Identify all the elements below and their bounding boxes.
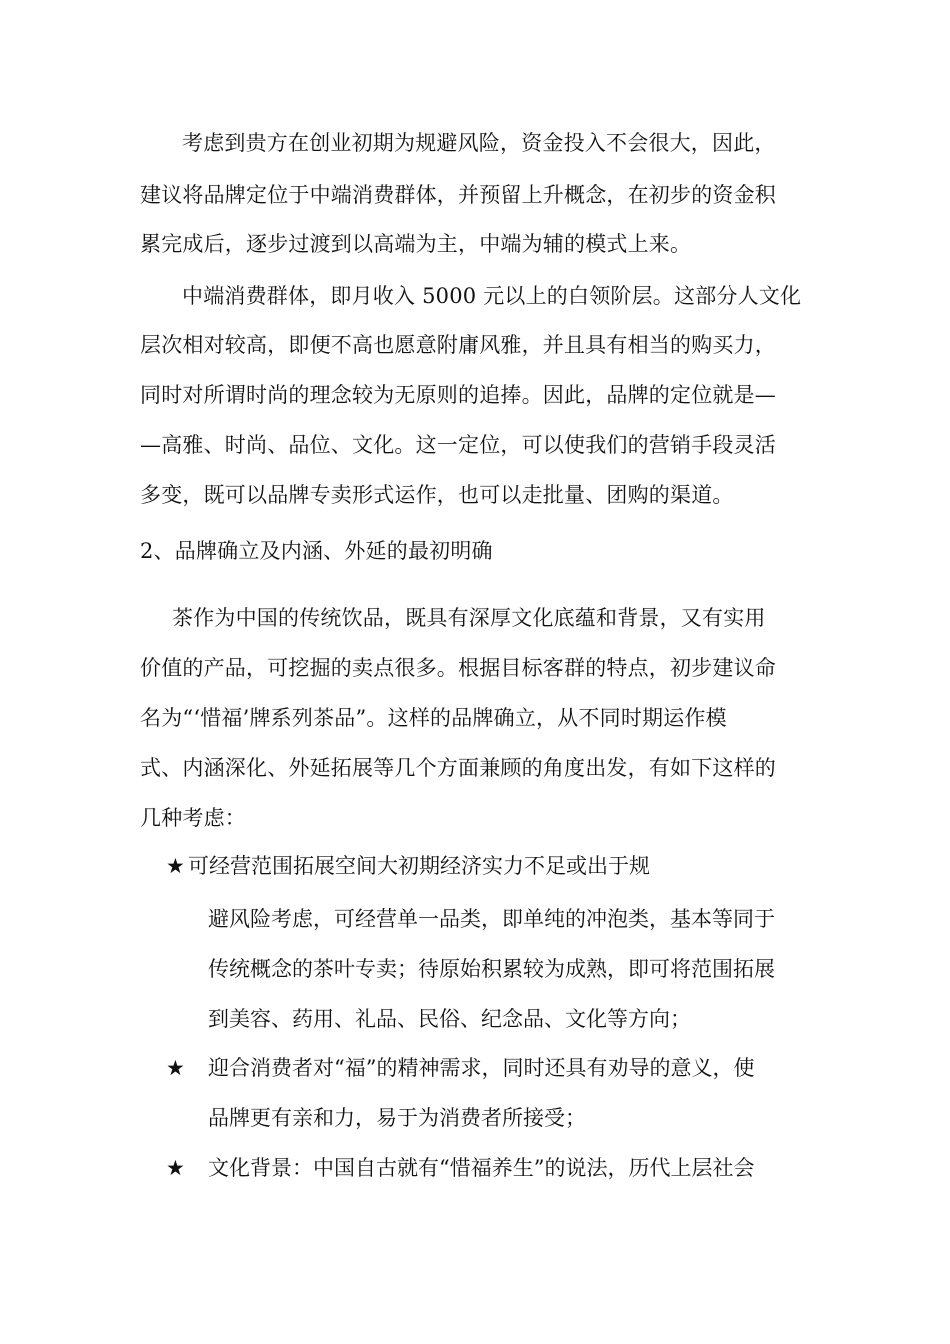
paragraph-1-line-1: 考虑到贵方在创业初期为规避风险，资金投入不会很大，因此， xyxy=(182,131,776,155)
paragraph-3-line-4: 式、内涵深化、外延拓展等几个方面兼顾的角度出发，有如下这样的 xyxy=(140,756,776,780)
paragraph-3-line-3: 名为“‘惜福’牌系列茶品”。这样的品牌确立，从不同时期运作模 xyxy=(140,706,727,730)
star-bullet-icon: ★ xyxy=(166,854,185,878)
star-bullet-icon: ★ xyxy=(166,1156,185,1180)
paragraph-1-line-2: 建议将品牌定位于中端消费群体，并预留上升概念，在初步的资金积 xyxy=(140,183,776,207)
bullet-3-line-1: 文化背景：中国自古就有“惜福养生”的说法，历代上层社会 xyxy=(208,1156,755,1180)
bullet-1-line-1: 可经营范围拓展空间大初期经济实力不足或出于规 xyxy=(188,854,650,878)
paragraph-1-line-3: 累完成后，逐步过渡到以高端为主，中端为辅的模式上来。 xyxy=(140,232,692,256)
paragraph-3-line-1: 茶作为中国的传统饮品，既具有深厚文化底蕴和背景，又有实用 xyxy=(172,606,766,630)
paragraph-2-line-5: 多变，既可以品牌专卖形式运作，也可以走批量、团购的渠道。 xyxy=(140,483,734,507)
bullet-1-line-4: 到美容、药用、礼品、民俗、纪念品、文化等方向； xyxy=(208,1007,691,1031)
star-bullet-icon: ★ xyxy=(166,1056,185,1080)
paragraph-2-line-3: 同时对所谓时尚的理念较为无原则的追捧。因此，品牌的定位就是— xyxy=(140,383,776,407)
paragraph-2-line-1: 中端消费群体，即月收入 5000 元以上的白领阶层。这部分人文化 xyxy=(182,284,802,308)
paragraph-2-line-2: 层次相对较高，即便不高也愿意附庸风雅，并且具有相当的购买力， xyxy=(140,333,776,357)
paragraph-3-line-2: 价值的产品，可挖掘的卖点很多。根据目标客群的特点，初步建议命 xyxy=(140,656,776,680)
paragraph-3-line-5: 几种考虑： xyxy=(140,806,246,830)
bullet-2-line-1: 迎合消费者对“福”的精神需求，同时还具有劝导的意义，使 xyxy=(208,1056,755,1080)
paragraph-2-line-4: —高雅、时尚、品位、文化。这一定位，可以使我们的营销手段灵活 xyxy=(140,433,776,457)
section-heading: 2、品牌确立及内涵、外延的最初明确 xyxy=(140,539,493,563)
bullet-2-line-2: 品牌更有亲和力，易于为消费者所接受； xyxy=(208,1106,586,1130)
bullet-1-line-2: 避风险考虑，可经营单一品类，即单纯的冲泡类，基本等同于 xyxy=(208,907,775,931)
bullet-1-line-3: 传统概念的茶叶专卖；待原始积累较为成熟，即可将范围拓展 xyxy=(208,957,775,981)
